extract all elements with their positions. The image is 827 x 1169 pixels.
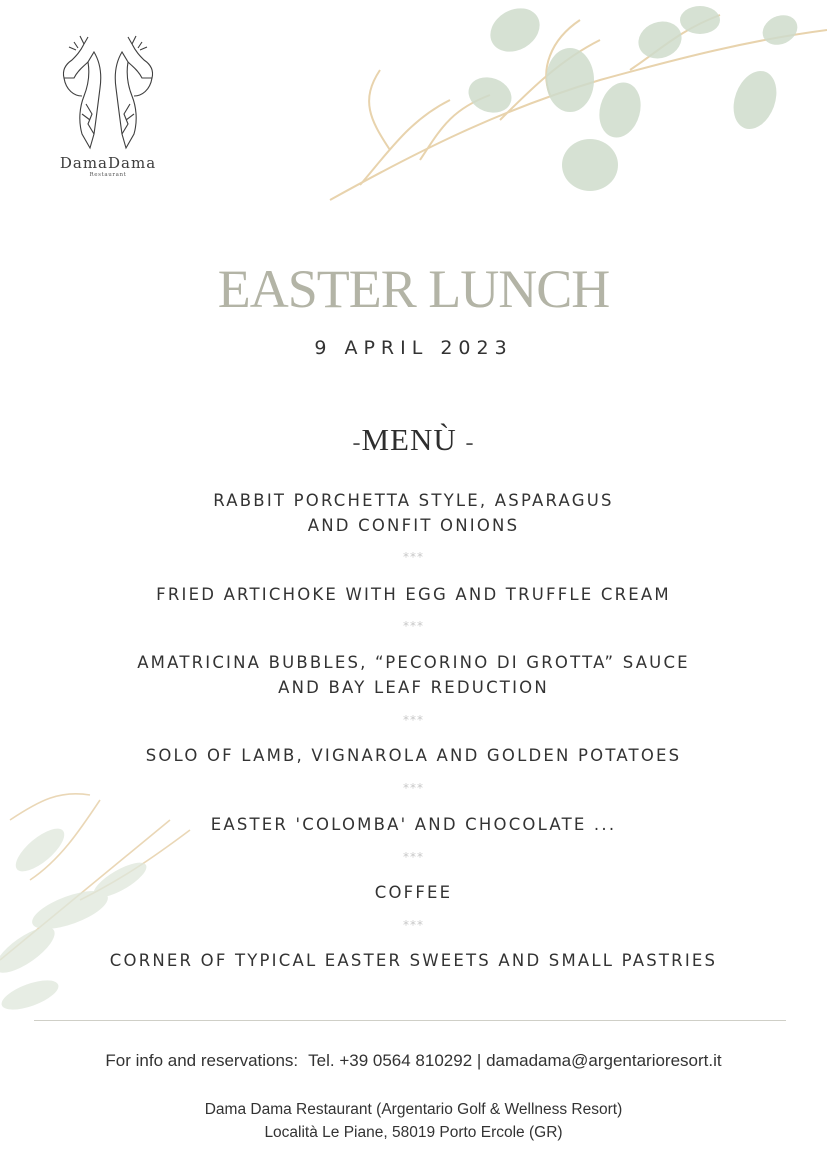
menu-item-line: CORNER OF TYPICAL EASTER SWEETS AND SMALL PASTRIES: [109, 951, 718, 970]
menu-item-line: COFFEE: [374, 883, 453, 902]
contact-info: [0, 1051, 827, 1071]
menu-item: [40, 650, 787, 700]
email-link[interactable]: damadama@argentarioresort.it: [486, 1051, 722, 1070]
menu-separator: ***: [403, 713, 424, 727]
menu-separator: ***: [403, 550, 424, 564]
menu-separator: ***: [403, 850, 424, 864]
menu-item: [40, 812, 787, 837]
menu-heading-right-dash: -: [465, 430, 475, 456]
phone-number[interactable]: Tel. +39 0564 810292: [308, 1051, 473, 1070]
restaurant-logo: [52, 34, 164, 178]
menu-separator: ***: [403, 619, 424, 633]
menu-item-line: RABBIT PORCHETTA STYLE, ASPARAGUS: [213, 491, 614, 510]
menu-item-line: EASTER 'COLOMBA' AND CHOCOLATE ...: [210, 815, 617, 834]
info-label: For info and reservations:: [105, 1051, 299, 1070]
menu-item: [40, 743, 787, 768]
address-line: Località Le Piane, 58019 Porto Ercole (GR): [264, 1124, 563, 1141]
menu-item-line: FRIED ARTICHOKE WITH EGG AND TRUFFLE CREAM: [156, 585, 671, 604]
address-line: Dama Dama Restaurant (Argentario Golf & Wellness Resort): [204, 1101, 623, 1118]
address-block: [0, 1098, 827, 1144]
menu-item: [40, 582, 787, 607]
menu-item-line: SOLO OF LAMB, VIGNAROLA AND GOLDEN POTATOES: [145, 746, 682, 765]
menu-heading-left-dash: -: [352, 430, 362, 456]
logo-subtitle: Restaurant: [89, 172, 127, 178]
menu-item-line: AND CONFIT ONIONS: [307, 516, 520, 535]
eucalyptus-branch-illustration: [300, 0, 827, 230]
menu-item-line: AMATRICINA BUBBLES, “PECORINO DI GROTTA” SAUCE: [137, 653, 690, 672]
menu-separator: ***: [403, 781, 424, 795]
menu-item: [20, 948, 807, 973]
footer-divider: [34, 1020, 786, 1021]
menu-heading-label: MENÙ: [361, 422, 457, 457]
event-date: 9 APRIL 2023: [314, 337, 513, 359]
logo-wordmark: DamaDama: [59, 154, 157, 172]
info-divider: |: [476, 1051, 482, 1070]
page-title: EASTER LUNCH: [217, 259, 610, 319]
menu-item: [40, 488, 787, 538]
menu-separator: ***: [403, 918, 424, 932]
menu-item: [40, 880, 787, 905]
deer-heads-icon: [54, 34, 162, 154]
menu-heading: [0, 424, 827, 455]
menu-item-line: AND BAY LEAF REDUCTION: [278, 678, 549, 697]
